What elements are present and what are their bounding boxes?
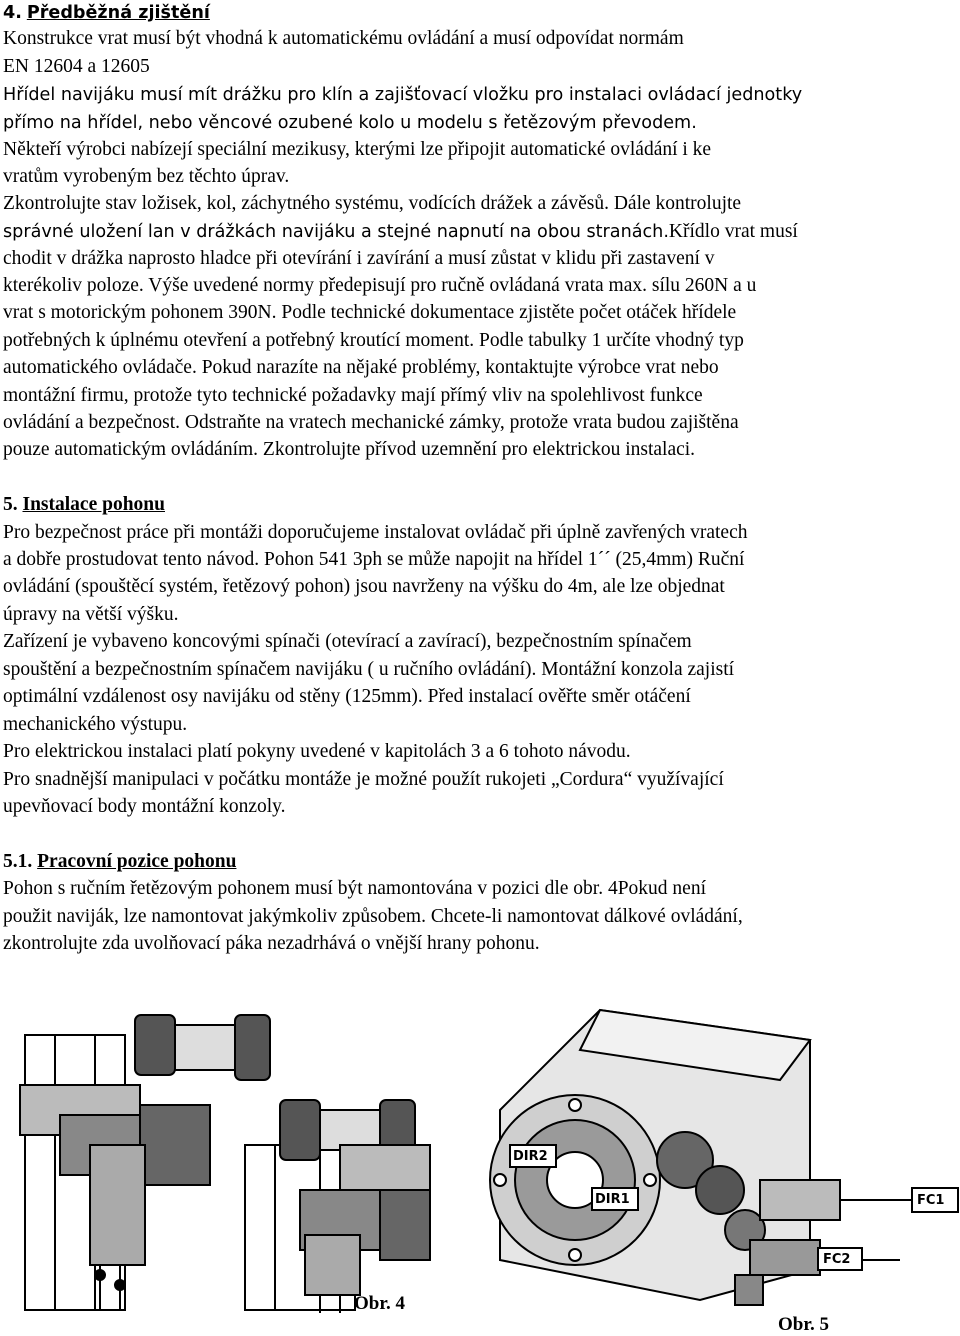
paragraph-line: Pro elektrickou instalaci platí pokyny uvedené v kapitolách 3 a 6 tohoto návodu. <box>3 741 631 762</box>
paragraph-line: Pohon s ručním řetězovým pohonem musí být namontována v pozici dle obr. 4Pokud není <box>3 878 706 899</box>
paragraph-line: automatického ovládače. Pokud narazíte na nějaké problémy, kontaktujte výrobce vrat nebo <box>3 357 719 378</box>
paragraph-line: přímo na hřídel, nebo věncové ozubené kolo u modelu s řetězovým převodem. <box>3 113 697 133</box>
paragraph-line: spouštění a bezpečnostním spínačem navijáku ( u ručního ovládání). Montážní konzola zajistí <box>3 659 735 680</box>
paragraph-line: Pro snadnější manipulaci v počátku montáže je možné použít rukojeti „Cordura“ využívající <box>3 769 724 790</box>
paragraph-line: Pro bezpečnost práce při montáži doporučujeme instalovat ovládač při úplně zavřených vratech <box>3 522 748 543</box>
paragraph-line: ovládání a bezpečnost. Odstraňte na vratech mechanické zámky, protože vrata budou zajištěna <box>3 412 739 433</box>
paragraph-line: Někteří výrobci nabízejí speciální mezikusy, kterými lze připojit automatické ovládání i ke <box>3 139 712 160</box>
paragraph-line: Konstrukce vrat musí být vhodná k automatickému ovládání a musí odpovídat normám <box>3 28 684 49</box>
paragraph-line: montážní firmu, protože tyto technické požadavky mají přímý vliv na spolehlivost funkce <box>3 385 703 406</box>
paragraph-line: zkontrolujte zda uvolňovací páka nezadrhává o vnější hrany pohonu. <box>3 933 540 954</box>
paragraph-line: ovládání (spouštěcí systém, řetězový pohon) jsou navrženy na výšku do 4m, ale lze objednat <box>3 576 725 597</box>
section-number: 4. <box>3 3 22 23</box>
paragraph-line: a dobře prostudovat tento návod. Pohon 541 3ph se může napojit na hřídel 1´´ (25,4mm) Ruční <box>3 549 745 570</box>
label-fc2: FC2 <box>823 1252 851 1267</box>
label-dir2: DIR2 <box>513 1149 548 1164</box>
figure-5-illustration <box>480 990 960 1310</box>
figure-4-caption: Obr. 4 <box>354 1293 406 1314</box>
section-5-1-heading <box>3 849 236 875</box>
label-dir1: DIR1 <box>595 1192 630 1207</box>
section-number: 5. <box>3 494 18 515</box>
paragraph-line: kterékoliv poloze. Výše uvedené normy předepisují pro ručně ovládaná vrata max. sílu 260N a u <box>3 275 757 296</box>
figure-4-illustration <box>0 995 460 1315</box>
line-text: Křídlo vrat musí <box>668 221 798 242</box>
paragraph-line: EN 12604 a 12605 <box>3 56 150 77</box>
line-text: Zkontrolujte stav ložisek, kol, záchytného systému, vodících drážek a závěsů. <box>3 193 609 214</box>
paragraph-line: optimální vzdálenost osy navijáku od stěny (125mm). Před instalací ověřte směr otáčení <box>3 686 691 707</box>
paragraph-line: chodit v drážka naprosto hladce při otevírání i zavírání a musí zůstat v klidu při zastavení v <box>3 248 715 269</box>
paragraph-line: Hřídel navijáku musí mít drážku pro klín a zajišťovací vložku pro instalaci ovládací jednotky <box>3 85 803 105</box>
section-4-heading <box>3 0 210 26</box>
figure-5-caption: Obr. 5 <box>778 1314 830 1335</box>
section-number: 5.1. <box>3 851 33 872</box>
line-text: správné uložení lan v drážkách navijáku a stejné napnutí na obou stranách. <box>3 222 669 242</box>
paragraph-line: vrat s motorickým pohonem 390N. Podle technické dokumentace zjistěte počet otáček hřídele <box>3 302 737 323</box>
section-title: Předběžná zjištění <box>26 3 210 23</box>
line-text: Dále kontrolujte <box>608 193 742 214</box>
paragraph-line <box>3 191 741 217</box>
paragraph-line: použit naviják, lze namontovat jakýmkoliv způsobem. Chcete-li namontovat dálkové ovládání, <box>3 906 743 927</box>
label-fc1: FC1 <box>917 1193 945 1208</box>
paragraph-line: Zařízení je vybaveno koncovými spínači (otevírací a zavírací), bezpečnostním spínačem <box>3 631 692 652</box>
section-title: Pracovní pozice pohonu <box>37 851 237 872</box>
paragraph-line: vratům vyrobeným bez těchto úprav. <box>3 166 290 187</box>
paragraph-line <box>3 219 798 245</box>
section-title: Instalace pohonu <box>22 494 165 515</box>
section-5-heading <box>3 492 165 518</box>
paragraph-line: upevňovací body montážní konzoly. <box>3 796 286 817</box>
paragraph-line: potřebných k úplnému otevření a potřebný kroutící moment. Podle tabulky 1 určíte vhodný typ <box>3 330 744 351</box>
paragraph-line: pouze automatickým ovládáním. Zkontrolujte přívod uzemnění pro elektrickou instalaci. <box>3 439 696 460</box>
paragraph-line: mechanického výstupu. <box>3 714 188 735</box>
paragraph-line: úpravy na větší výšku. <box>3 604 179 625</box>
